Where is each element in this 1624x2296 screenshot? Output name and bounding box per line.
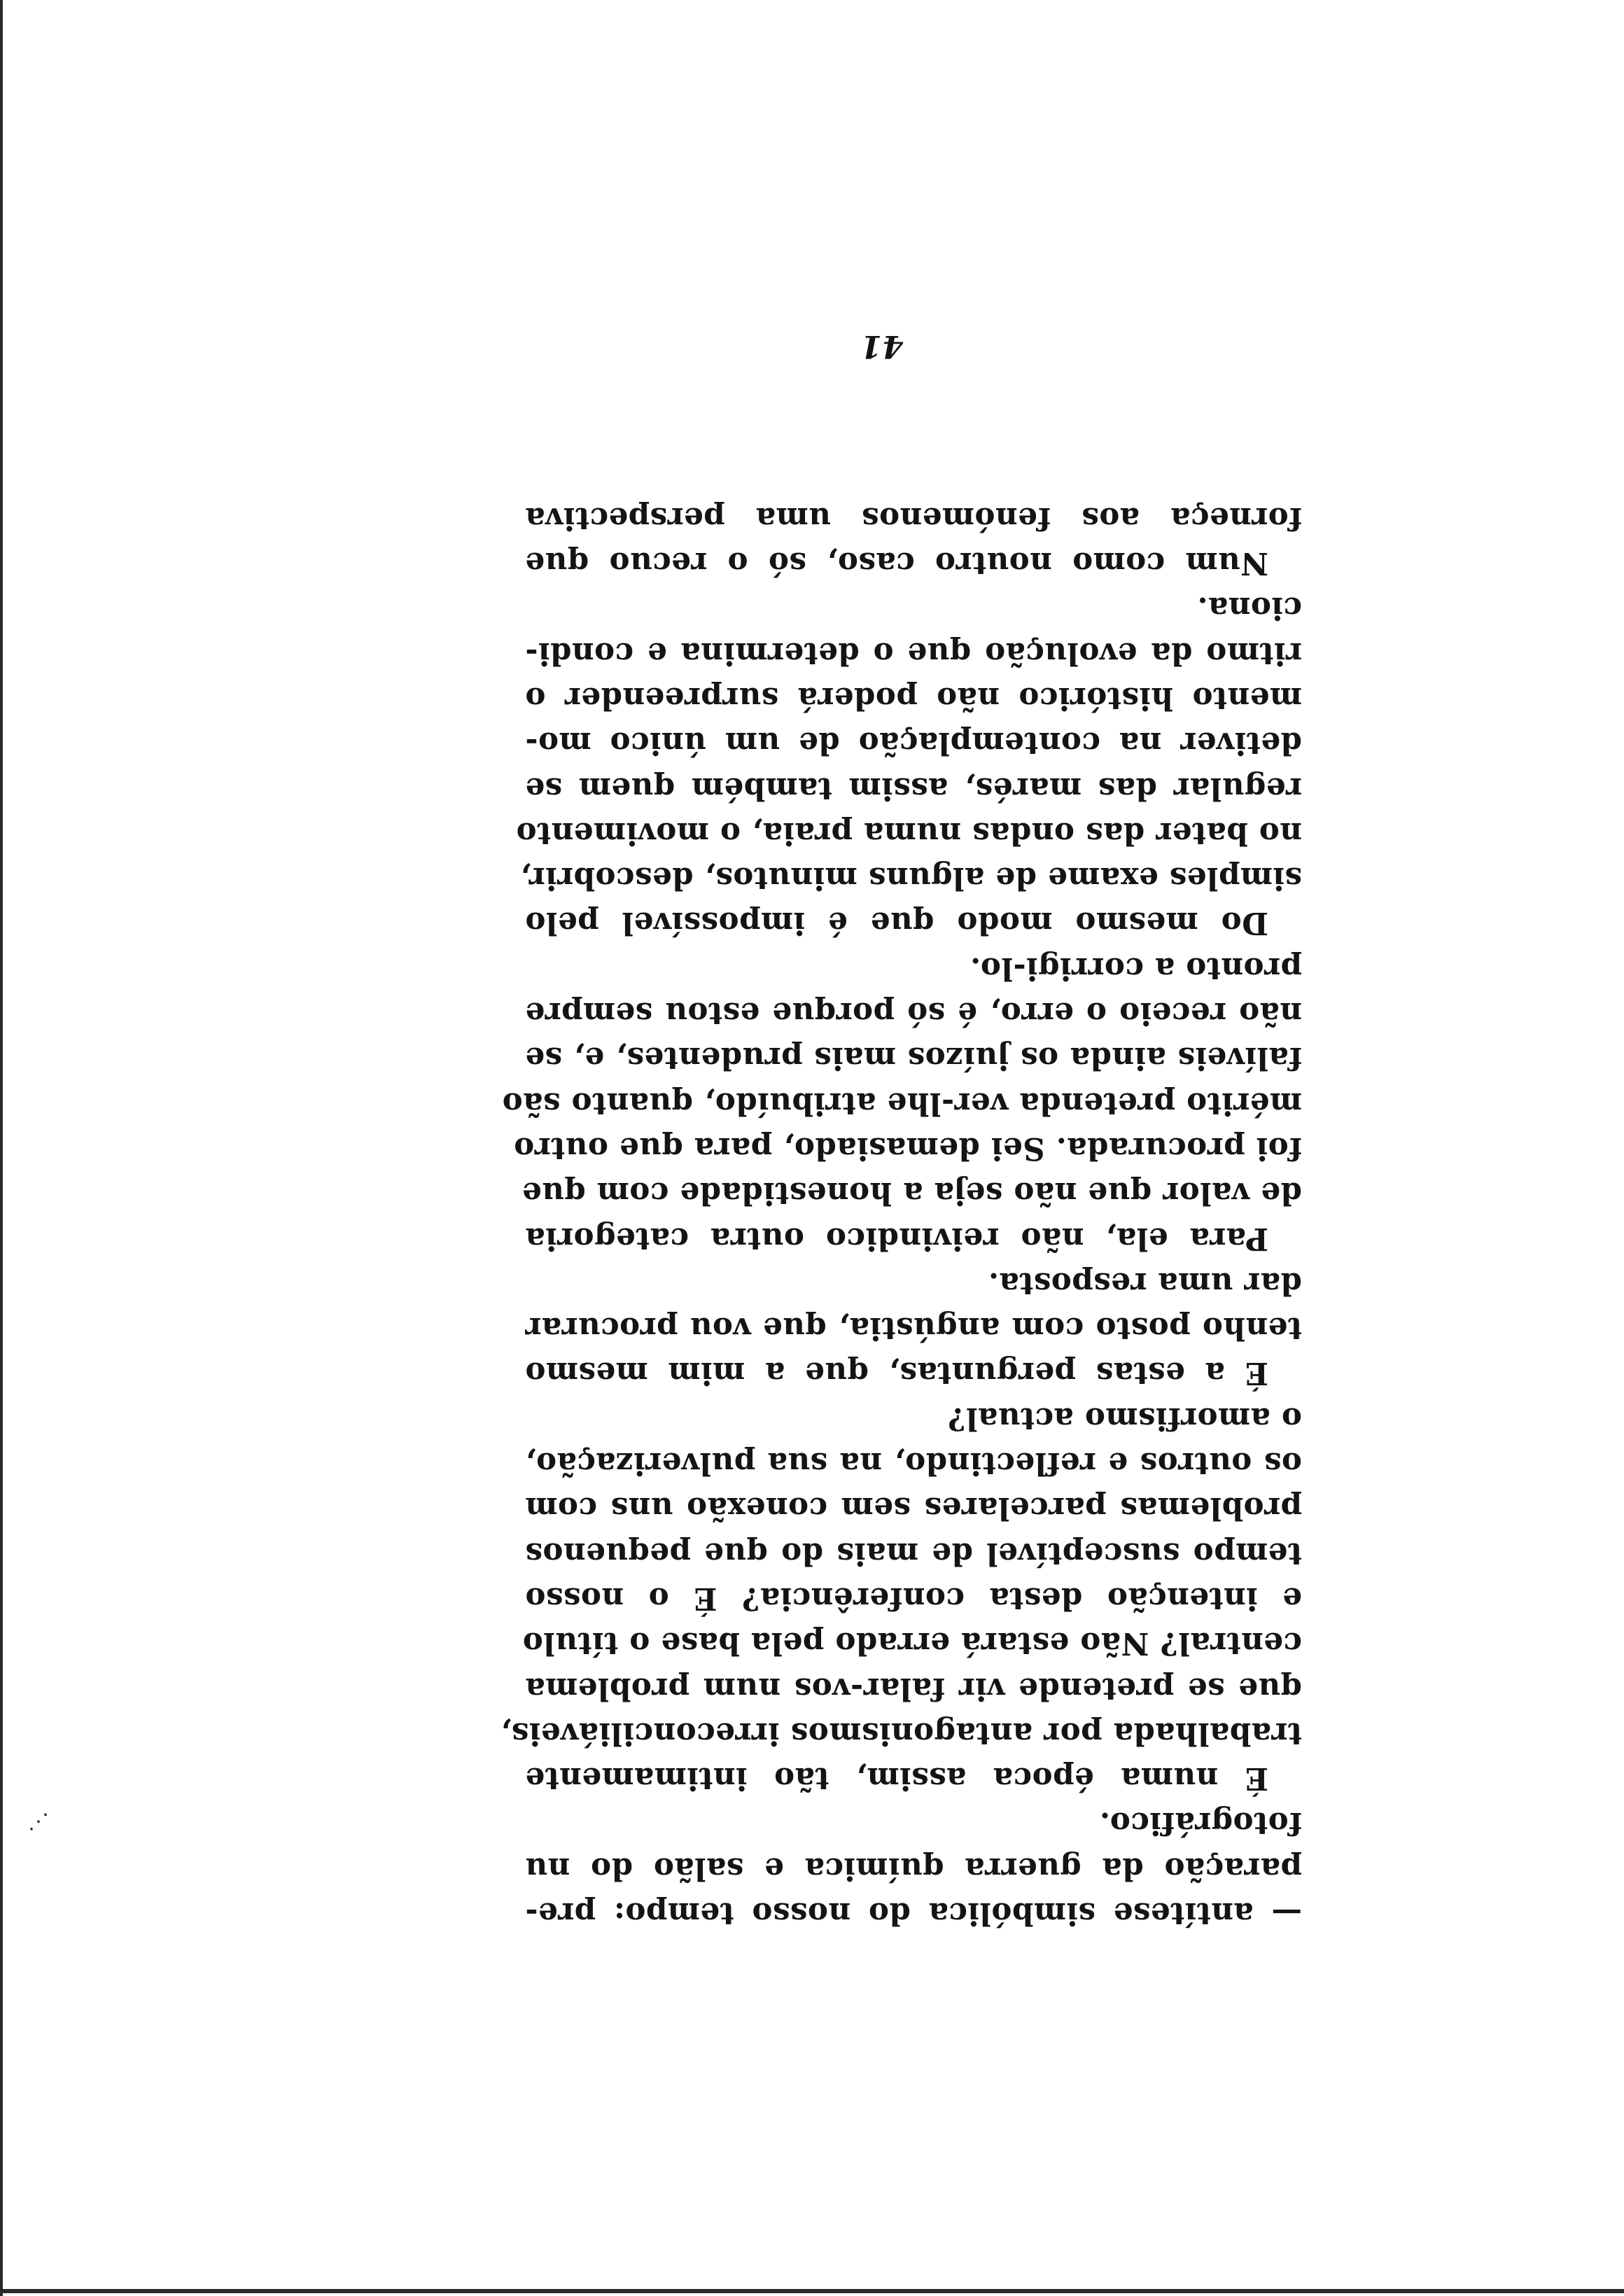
text-line: ciona. [1197,590,1302,626]
text-line: problemas parcelares sem conexão uns com [525,1490,1302,1527]
body-text [500,496,1302,1936]
text-line: tenho posto com angústia, que vou procurar [525,1310,1302,1347]
text-line: pronto a corrigi-lo. [969,950,1302,986]
text-line: não receio o erro, é só porque estou sempre [525,995,1302,1032]
text-line: fotográfico. [1099,1805,1302,1842]
text-line: Num como noutro caso, só o recuo que [525,545,1268,582]
text-line: É a estas perguntas, que a mim mesmo [525,1355,1268,1392]
text-line: que se pretende vir falar-vos num problema [525,1670,1302,1707]
text-line: regular das marés, assim também quem se [525,770,1302,806]
ink-speck: ⋰ [28,1809,49,1834]
text-line: o amorfismo actual? [947,1400,1302,1436]
text-line: É numa época assim, tão intimamente [525,1760,1268,1797]
text-line: falíveis ainda os juízos mais prudentes, e, se [525,1040,1302,1077]
text-line: foi procurada. Sei demasiado, para que outro [513,1130,1302,1166]
text-line: de valor que não seja a honestidade com que [522,1175,1302,1212]
text-line: central? Não estará errado pela base o título [522,1625,1302,1662]
text-line: Do mesmo modo que é impossível pelo [525,905,1268,941]
text-line: trabalhada por antagonismos irreconciliáveis, [500,1715,1302,1751]
text-line: mérito pretenda ver-lhe atribuído, quanto são [502,1085,1302,1121]
text-line: ritmo da evolução que o determina e condi- [525,635,1302,671]
text-line: forneça aos fenómenos uma perspectiva [525,500,1302,536]
text-line: mento histórico não poderá surpreender o [525,680,1302,716]
text-line: no bater das ondas numa praia, o movimento [516,815,1302,851]
text-line: e intenção desta conferência? É o nosso [525,1580,1302,1616]
text-line: — antítese simbólica do nosso tempo: pre- [525,1896,1302,1931]
text-line: dar uma resposta. [988,1265,1302,1301]
text-line: simples exame de alguns minutos, descobrir, [519,860,1302,897]
text-line: paração da guerra química e salão do nu [525,1850,1302,1886]
text-line: Para ela, não reivindico outra categoria [525,1220,1268,1256]
text-line: tempo susceptível de mais do que pequenos [525,1535,1302,1572]
text-line: detiver na contemplação de um único mo- [525,725,1302,762]
text-line: os outros e reflectindo, na sua pulverização, [525,1446,1302,1482]
page-number: 41 [860,328,904,364]
